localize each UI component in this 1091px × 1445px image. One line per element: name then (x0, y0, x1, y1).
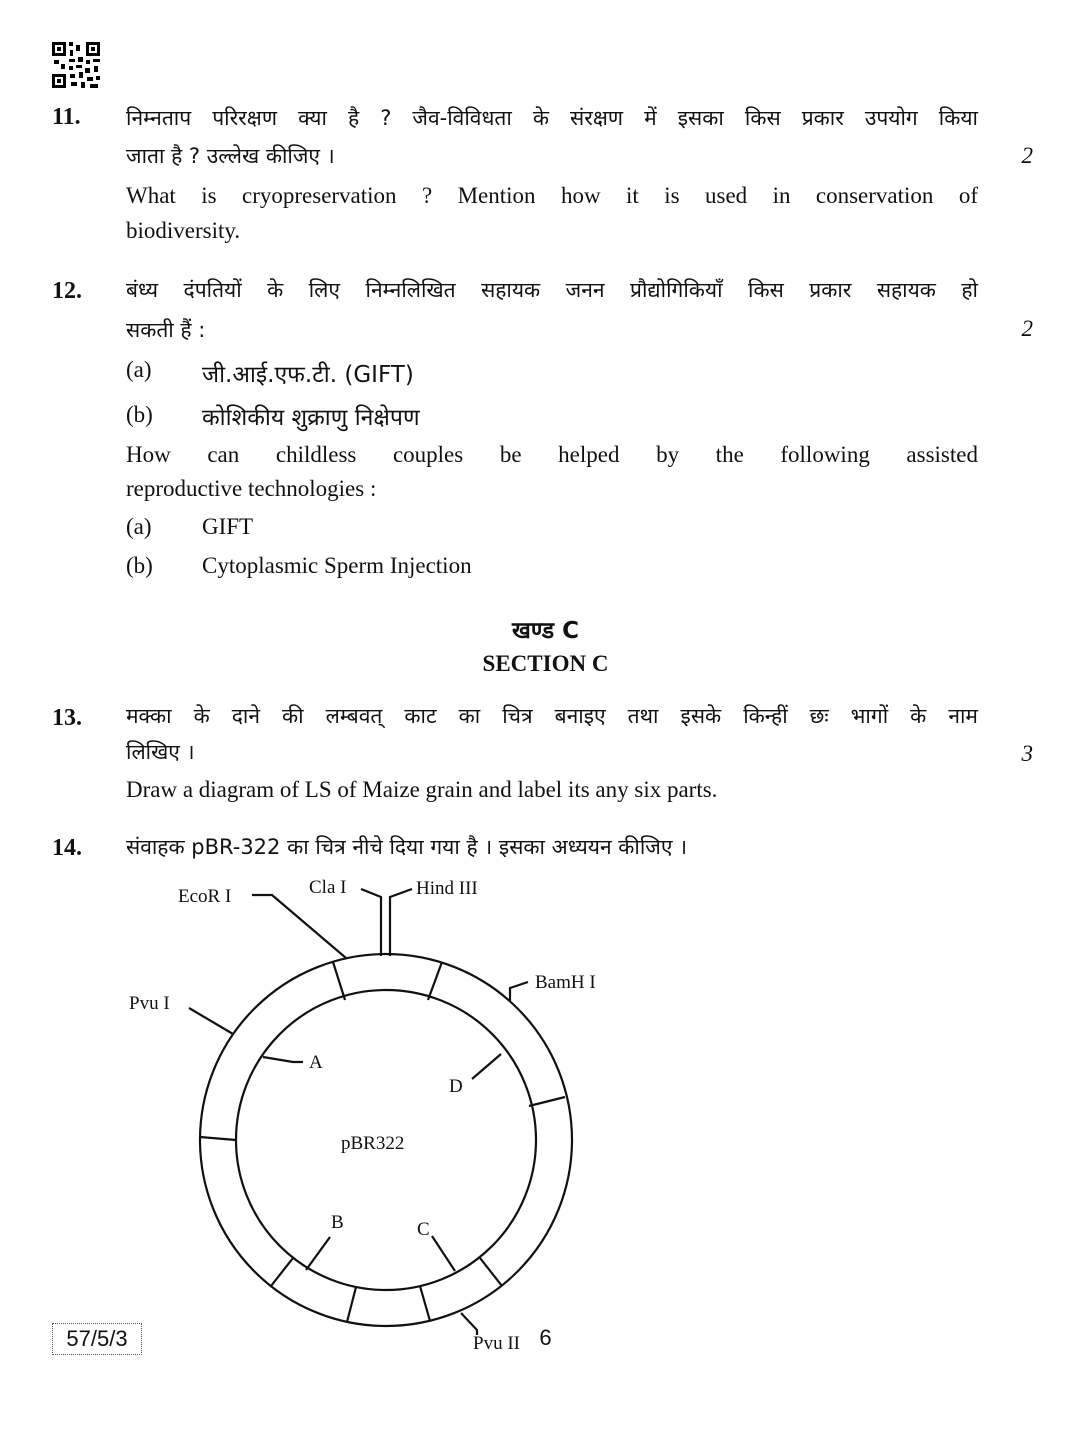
bamh1-label: BamH I (535, 972, 596, 993)
ring-divider (347, 1287, 356, 1322)
d-leader-line (472, 1054, 501, 1079)
ring-divider (420, 1286, 430, 1321)
q13-marks: 3 (1021, 741, 1033, 766)
q11-number: 11. (52, 104, 81, 130)
q12-marks: 2 (1021, 316, 1033, 341)
ring-divider (333, 962, 345, 1000)
ring-divider (529, 1097, 565, 1106)
bamh1-leader-line (510, 982, 528, 1002)
a-leader-line (263, 1057, 303, 1062)
q13-english-line-1: Draw a diagram of LS of Maize grain and label its any six parts. (126, 777, 718, 802)
q12-hindi-option-a: जी.आई.एफ.टी. (GIFT) (202, 362, 414, 388)
ring-divider (480, 1258, 502, 1286)
q13-hindi-line-1: मक्का के दाने की लम्बवत् काट का चित्र बनाइए तथा इसके किन्हीं छः भागों के नाम (126, 704, 978, 728)
c-leader-line (432, 1236, 455, 1271)
ecor1-label: EcoR I (178, 886, 232, 907)
q12-english-option-b-label: (b) (126, 553, 153, 578)
section-heading-english: SECTION C (482, 651, 609, 676)
section-heading-hindi: खण्ड C (512, 618, 579, 644)
ecor1-leader-line (252, 895, 346, 958)
b-label: B (331, 1212, 344, 1233)
ring-divider (271, 1258, 293, 1286)
paper-code: 57/5/3 (52, 1323, 142, 1355)
hind3-leader-line (390, 889, 412, 956)
hind3-label: Hind III (416, 878, 478, 899)
q12-hindi-line-2: सकती हैं : (126, 318, 206, 342)
b-leader-line (306, 1237, 330, 1270)
q13-hindi-line-2: लिखिए । (126, 740, 195, 764)
q12-hindi-option-a-label: (a) (126, 357, 152, 382)
q11-hindi-line-2: जाता है ? उल्लेख कीजिए । (126, 144, 335, 168)
q13-number: 13. (52, 705, 82, 731)
q11-hindi-line-1: निम्नताप परिरक्षण क्या है ? जैव-विविधता के संरक्षण में इसका किस प्रकार उपयोग किया (126, 106, 978, 130)
pvu2-label: Pvu II (473, 1333, 520, 1354)
q12-english-option-a-label: (a) (126, 514, 152, 539)
cla1-label: Cla I (309, 877, 347, 898)
q12-number: 12. (52, 278, 82, 304)
c-label: C (417, 1219, 430, 1240)
a-label: A (309, 1052, 323, 1073)
d-label: D (449, 1076, 463, 1097)
pvu1-leader-line (189, 1008, 233, 1034)
q12-english-line-1: How can childless couples be helped by the following assisted (126, 442, 978, 467)
q14-number: 14. (52, 835, 82, 861)
pvu1-label: Pvu I (129, 993, 170, 1014)
q11-marks: 2 (1021, 143, 1033, 168)
q12-hindi-option-b-label: (b) (126, 402, 153, 427)
q11-english-line-1: What is cryopreservation ? Mention how it is used in conservation of (126, 183, 978, 208)
plasmid-center-label: pBR322 (341, 1133, 405, 1154)
ring-divider (428, 962, 442, 1000)
q12-english-option-b: Cytoplasmic Sperm Injection (202, 553, 472, 578)
q12-hindi-line-1: बंध्य दंपतियों के लिए निम्नलिखित सहायक जनन प्रौद्योगिकियाँ किस प्रकार सहायक हो (126, 278, 978, 302)
page-number: 6 (539, 1325, 552, 1350)
ring-divider (200, 1137, 236, 1140)
q12-hindi-option-b: कोशिकीय शुक्राणु निक्षेपण (202, 405, 420, 431)
q12-english-option-a: GIFT (202, 514, 254, 539)
q11-english-line-2: biodiversity. (126, 218, 241, 243)
q12-english-line-2: reproductive technologies : (126, 476, 377, 501)
cla1-leader-line (361, 889, 381, 956)
q14-hindi-line-1: संवाहक pBR-322 का चित्र नीचे दिया गया है । इसका अध्ययन कीजिए । (126, 835, 688, 859)
